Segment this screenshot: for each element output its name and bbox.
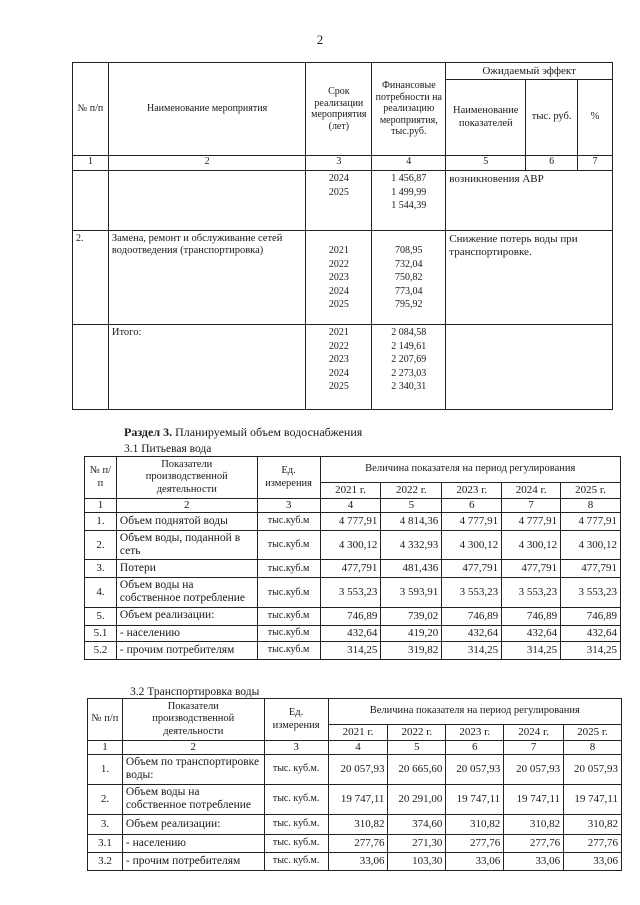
table-row bbox=[73, 171, 613, 231]
value-cell: 3 553,23 bbox=[442, 578, 502, 607]
unit-cell: тыс. куб.м. bbox=[264, 784, 328, 814]
column-index-row: 1 2 3 4 5 6 7 bbox=[73, 156, 613, 171]
years-cell: 2024 2025 bbox=[306, 171, 372, 231]
header-year: 2022 г. bbox=[388, 725, 446, 741]
row-number: 1. bbox=[88, 754, 123, 784]
value-cell: 4 777,91 bbox=[442, 512, 502, 530]
table-row bbox=[85, 578, 621, 607]
indicator-name: - населению bbox=[122, 834, 264, 852]
indicator-name: Объем воды на собственное потребление bbox=[116, 578, 257, 607]
header-year: 2021 г. bbox=[328, 725, 388, 741]
table-row bbox=[85, 625, 621, 641]
row-number: 5.1 bbox=[85, 625, 117, 641]
table-row bbox=[85, 641, 621, 659]
header-period: Величина показателя на период регулирования bbox=[328, 699, 621, 725]
indicator-name: Объем поднятой воды bbox=[116, 512, 257, 530]
value-cell: 314,25 bbox=[561, 641, 621, 659]
value-cell: 4 777,91 bbox=[561, 512, 621, 530]
unit-cell: тыс. куб.м. bbox=[264, 852, 328, 870]
value-cell: 4 777,91 bbox=[502, 512, 561, 530]
indicator-name: Объем воды, поданной в сеть bbox=[116, 530, 257, 559]
measures-table bbox=[72, 62, 613, 410]
header-unit: Ед. измерения bbox=[264, 699, 328, 741]
value-cell: 477,791 bbox=[442, 560, 502, 578]
total-label: Итого: bbox=[108, 325, 305, 410]
section-title bbox=[124, 425, 362, 440]
indicator-name: Объем реализации: bbox=[122, 814, 264, 834]
header-year: 2024 г. bbox=[504, 725, 564, 741]
value-cell: 310,82 bbox=[446, 814, 504, 834]
row-number: 2. bbox=[85, 530, 117, 559]
indicator-name: Потери bbox=[116, 560, 257, 578]
value-cell: 432,64 bbox=[502, 625, 561, 641]
value-cell: 20 057,93 bbox=[504, 754, 564, 784]
unit-cell: тыс.куб.м bbox=[257, 578, 320, 607]
header-num: № п/п bbox=[85, 457, 117, 499]
value-cell: 310,82 bbox=[564, 814, 622, 834]
row-number: 3.1 bbox=[88, 834, 123, 852]
header-year: 2022 г. bbox=[381, 483, 442, 499]
value-cell: 277,76 bbox=[504, 834, 564, 852]
row-number: 1. bbox=[85, 512, 117, 530]
header-year: 2025 г. bbox=[564, 725, 622, 741]
value-cell: 746,89 bbox=[561, 607, 621, 625]
header-effect: Ожидаемый эффект bbox=[446, 63, 613, 80]
value-cell: 314,25 bbox=[502, 641, 561, 659]
subsection-title-1: 3.1 Питьевая вода bbox=[124, 443, 212, 455]
value-cell: 314,25 bbox=[320, 641, 381, 659]
indicator-name: Объем воды на собственное потребление bbox=[122, 784, 264, 814]
unit-cell: тыс. куб.м. bbox=[264, 754, 328, 784]
table-row bbox=[88, 852, 622, 870]
value-cell: 20 057,93 bbox=[328, 754, 388, 784]
value-cell: 4 300,12 bbox=[561, 530, 621, 559]
table-row bbox=[88, 754, 622, 784]
unit-cell: тыс. куб.м. bbox=[264, 814, 328, 834]
value-cell: 277,76 bbox=[328, 834, 388, 852]
unit-cell: тыс.куб.м bbox=[257, 625, 320, 641]
row-number: 5.2 bbox=[85, 641, 117, 659]
values-cell: 1 456,87 1 499,99 1 544,39 bbox=[372, 171, 446, 231]
row-number: 5. bbox=[85, 607, 117, 625]
table-row bbox=[88, 834, 622, 852]
value-cell: 432,64 bbox=[442, 625, 502, 641]
measure-name: Замена, ремонт и обслуживание сетей водоотведения (транспортировка) bbox=[108, 231, 305, 325]
table-row bbox=[85, 512, 621, 530]
header-name: Наименование мероприятия bbox=[108, 63, 305, 156]
row-number: 2. bbox=[88, 784, 123, 814]
value-cell: 310,82 bbox=[328, 814, 388, 834]
section-label: Раздел 3. bbox=[124, 425, 173, 439]
column-index-row: 1 2 3 4 5 6 7 8 bbox=[85, 499, 621, 513]
values-cell: 708,95 732,04 750,82 773,04 795,92 bbox=[372, 231, 446, 325]
value-cell: 19 747,11 bbox=[564, 784, 622, 814]
header-effect-pct: % bbox=[578, 80, 613, 156]
value-cell: 477,791 bbox=[561, 560, 621, 578]
value-cell: 4 814,36 bbox=[381, 512, 442, 530]
value-cell: 477,791 bbox=[320, 560, 381, 578]
value-cell: 4 332,93 bbox=[381, 530, 442, 559]
value-cell: 3 553,23 bbox=[320, 578, 381, 607]
header-effect-rub: тыс. руб. bbox=[526, 80, 578, 156]
value-cell: 4 300,12 bbox=[320, 530, 381, 559]
value-cell: 19 747,11 bbox=[504, 784, 564, 814]
water-transport-table bbox=[87, 698, 622, 871]
years-cell: 2021 2022 2023 2024 2025 bbox=[306, 231, 372, 325]
header-financing: Финансовые потребности на реализацию мероприятия, тыс.руб. bbox=[372, 63, 446, 156]
value-cell: 746,89 bbox=[502, 607, 561, 625]
row-number: 4. bbox=[85, 578, 117, 607]
header-year: 2025 г. bbox=[561, 483, 621, 499]
unit-cell: тыс.куб.м bbox=[257, 560, 320, 578]
value-cell: 19 747,11 bbox=[446, 784, 504, 814]
unit-cell: тыс.куб.м bbox=[257, 607, 320, 625]
value-cell: 277,76 bbox=[446, 834, 504, 852]
column-index-row: 1 2 3 4 5 6 7 8 bbox=[88, 741, 622, 755]
indicator-name: Объем реализации: bbox=[116, 607, 257, 625]
unit-cell: тыс.куб.м bbox=[257, 530, 320, 559]
header-year: 2023 г. bbox=[442, 483, 502, 499]
row-number: 3. bbox=[88, 814, 123, 834]
header-num: № п/п bbox=[88, 699, 123, 741]
indicator-name: - прочим потребителям bbox=[116, 641, 257, 659]
value-cell: 481,436 bbox=[381, 560, 442, 578]
header-indicator: Показатели производственной деятельности bbox=[122, 699, 264, 741]
value-cell: 746,89 bbox=[442, 607, 502, 625]
value-cell: 419,20 bbox=[381, 625, 442, 641]
indicator-name: - прочим потребителям bbox=[122, 852, 264, 870]
value-cell: 20 057,93 bbox=[446, 754, 504, 784]
value-cell: 33,06 bbox=[446, 852, 504, 870]
table-row bbox=[88, 784, 622, 814]
header-year: 2023 г. bbox=[446, 725, 504, 741]
value-cell: 277,76 bbox=[564, 834, 622, 852]
indicator-name: Объем по транспортировке воды: bbox=[122, 754, 264, 784]
header-period: Величина показателя на период регулирования bbox=[320, 457, 620, 483]
table-row: 2. Замена, ремонт и обслуживание сетей водоотведения (транспортировка) 2021 2022 2023 2024 2025 708,95 732,04 750,82 773,04 795,92 Снижение потерь воды при транспортировке. bbox=[73, 231, 613, 325]
value-cell: 310,82 bbox=[504, 814, 564, 834]
value-cell: 4 300,12 bbox=[442, 530, 502, 559]
header-year: 2021 г. bbox=[320, 483, 381, 499]
value-cell: 746,89 bbox=[320, 607, 381, 625]
total-row bbox=[73, 325, 613, 410]
header-unit: Ед. измерения bbox=[257, 457, 320, 499]
table-row bbox=[85, 560, 621, 578]
value-cell: 20 665,60 bbox=[388, 754, 446, 784]
value-cell: 314,25 bbox=[442, 641, 502, 659]
value-cell: 432,64 bbox=[320, 625, 381, 641]
row-number: 3.2 bbox=[88, 852, 123, 870]
effect-text: возникновения АВР bbox=[446, 171, 613, 231]
header-term: Срок реализации мероприятия (лет) bbox=[306, 63, 372, 156]
value-cell: 4 300,12 bbox=[502, 530, 561, 559]
value-cell: 477,791 bbox=[502, 560, 561, 578]
unit-cell: тыс.куб.м bbox=[257, 512, 320, 530]
section-name: Планируемый объем водоснабжения bbox=[175, 425, 363, 439]
value-cell: 3 593,91 bbox=[381, 578, 442, 607]
value-cell: 271,30 bbox=[388, 834, 446, 852]
unit-cell: тыс.куб.м bbox=[257, 641, 320, 659]
values-cell: 2 084,58 2 149,61 2 207,69 2 273,03 2 340,31 bbox=[372, 325, 446, 410]
value-cell: 103,30 bbox=[388, 852, 446, 870]
effect-text: Снижение потерь воды при транспортировке. bbox=[446, 231, 613, 325]
value-cell: 432,64 bbox=[561, 625, 621, 641]
years-cell: 2021 2022 2023 2024 2025 bbox=[306, 325, 372, 410]
value-cell: 3 553,23 bbox=[502, 578, 561, 607]
table-row bbox=[85, 607, 621, 625]
indicator-name: - населению bbox=[116, 625, 257, 641]
value-cell: 4 777,91 bbox=[320, 512, 381, 530]
table-row bbox=[85, 530, 621, 559]
value-cell: 19 747,11 bbox=[328, 784, 388, 814]
value-cell: 20 291,00 bbox=[388, 784, 446, 814]
header-year: 2024 г. bbox=[502, 483, 561, 499]
table-row bbox=[88, 814, 622, 834]
header-effect-name: Наименование показателей bbox=[446, 80, 526, 156]
header-num: № п/п bbox=[73, 63, 109, 156]
subsection-title-2: 3.2 Транспортировка воды bbox=[130, 686, 260, 698]
value-cell: 33,06 bbox=[564, 852, 622, 870]
value-cell: 319,82 bbox=[381, 641, 442, 659]
row-number: 3. bbox=[85, 560, 117, 578]
drinking-water-table bbox=[84, 456, 621, 660]
value-cell: 33,06 bbox=[328, 852, 388, 870]
value-cell: 20 057,93 bbox=[564, 754, 622, 784]
value-cell: 33,06 bbox=[504, 852, 564, 870]
page-number: 2 bbox=[316, 32, 324, 47]
value-cell: 3 553,23 bbox=[561, 578, 621, 607]
value-cell: 739,02 bbox=[381, 607, 442, 625]
header-indicator: Показатели производственной деятельности bbox=[116, 457, 257, 499]
value-cell: 374,60 bbox=[388, 814, 446, 834]
unit-cell: тыс. куб.м. bbox=[264, 834, 328, 852]
